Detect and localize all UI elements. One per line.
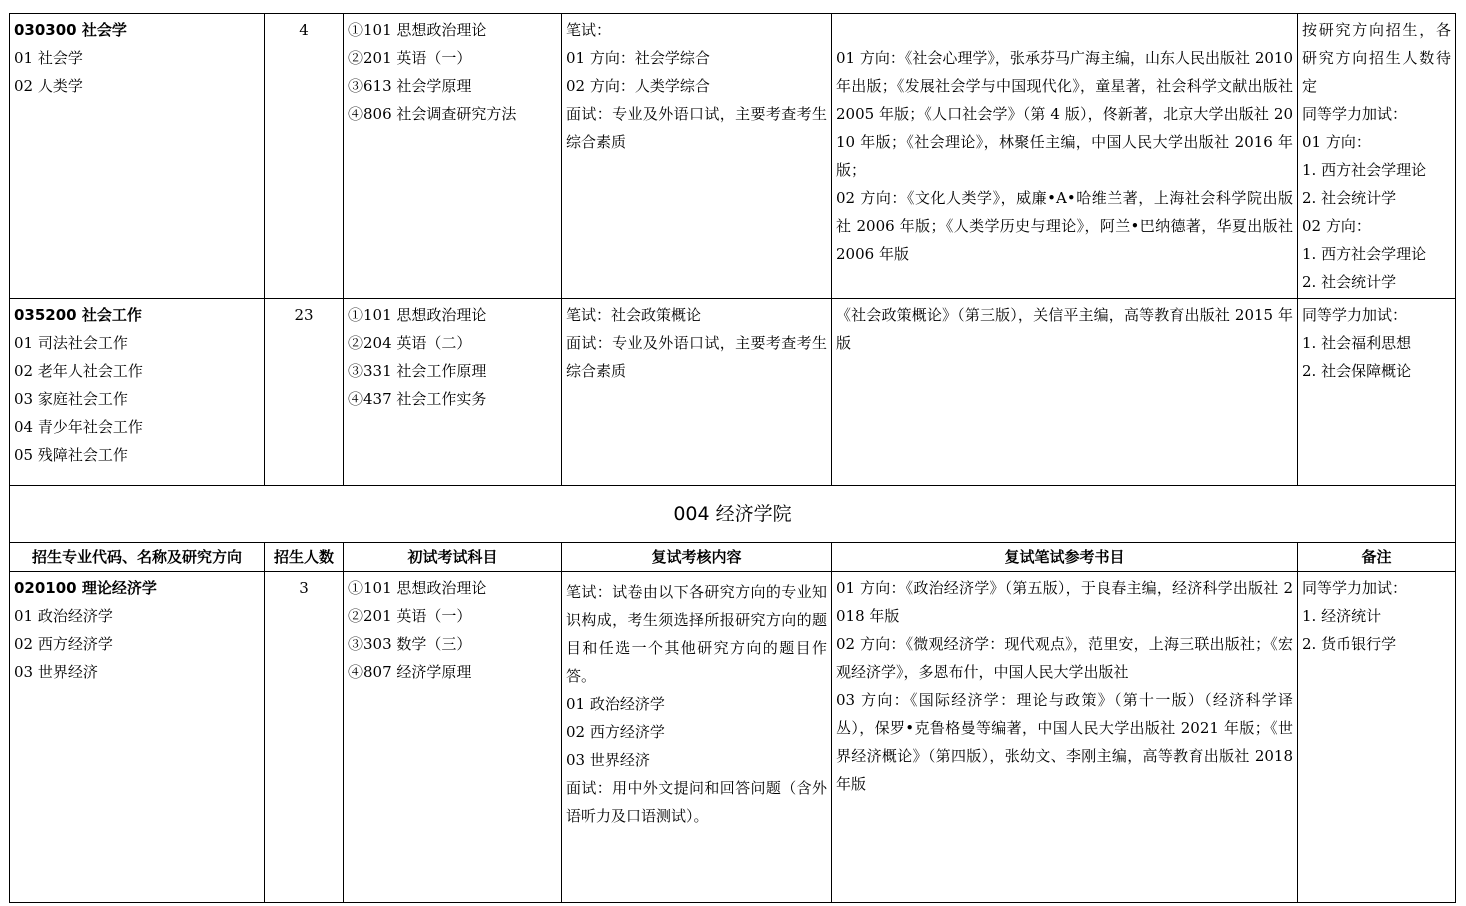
- major-title: 030300 社会学: [14, 21, 127, 39]
- note-item: 2. 货币银行学: [1302, 635, 1397, 653]
- direction-item: 01 司法社会工作: [14, 334, 128, 352]
- exam-subject: ③613 社会学原理: [348, 77, 472, 95]
- note-item: 同等学力加试：: [1302, 579, 1408, 597]
- direction-item: 02 人类学: [14, 77, 83, 95]
- retest-item: 面试：用中外文提问和回答问题（含外语听力及口语测试）。: [566, 779, 827, 825]
- direction-item: 04 青少年社会工作: [14, 418, 143, 436]
- note-item: 同等学力加试：: [1302, 306, 1408, 324]
- notes-cell: [1298, 299, 1456, 486]
- header-row: [10, 543, 1456, 572]
- retest-item: 03 世界经济: [566, 751, 650, 769]
- note-item: 2. 社会保障概论: [1302, 362, 1412, 380]
- admissions-table: [9, 13, 1456, 903]
- major-title: 035200 社会工作: [14, 306, 142, 324]
- direction-item: 01 社会学: [14, 49, 83, 67]
- note-item: 2. 社会统计学: [1302, 189, 1397, 207]
- table-row: [10, 14, 1456, 299]
- retest-content-cell: [562, 299, 832, 486]
- reference-item: 02 方向：《微观经济学：现代观点》，范里安，上海三联出版社；《宏观经济学》，多恩布什，中国人民大学出版社: [836, 635, 1293, 681]
- exam-subject: ④437 社会工作实务: [348, 390, 487, 408]
- enrollment-cell: [265, 572, 344, 903]
- retest-item: 笔试：试卷由以下各研究方向的专业知识构成，考生须选择所报研究方向的题目和任选一个其他研究方向的题目作答。: [566, 583, 827, 685]
- exam-subjects-cell: [344, 572, 562, 903]
- exam-subject: ①101 思想政治理论: [348, 579, 487, 597]
- enrollment-count: 3: [299, 579, 309, 597]
- major-cell: [10, 572, 265, 903]
- retest-item: 02 西方经济学: [566, 723, 665, 741]
- enrollment-count: 23: [294, 306, 314, 324]
- retest-content-cell: [562, 14, 832, 299]
- header-cell-exam-subjects: 初试考试科目: [344, 543, 562, 572]
- direction-item: 05 残障社会工作: [14, 446, 128, 464]
- reference-books-cell: [832, 14, 1298, 299]
- retest-item: 面试：专业及外语口试，主要考查考生综合素质: [566, 334, 827, 380]
- retest-item: 01 政治经济学: [566, 695, 665, 713]
- note-item: 同等学力加试：: [1302, 105, 1408, 123]
- direction-item: 02 老年人社会工作: [14, 362, 143, 380]
- notes-cell: [1298, 572, 1456, 903]
- retest-item: 笔试：社会政策概论: [566, 306, 702, 324]
- exam-subject: ②201 英语（一）: [348, 49, 472, 67]
- table-row: [10, 572, 1456, 903]
- exam-subject: ①101 思想政治理论: [348, 306, 487, 324]
- enrollment-count: 4: [299, 21, 309, 39]
- major-cell: [10, 14, 265, 299]
- direction-item: 03 世界经济: [14, 663, 98, 681]
- note-item: 1. 社会福利思想: [1302, 334, 1412, 352]
- retest-item: 面试：专业及外语口试，主要考查考生综合素质: [566, 105, 827, 151]
- reference-item: 《社会政策概论》（第三版），关信平主编，高等教育出版社 2015 年版: [836, 306, 1293, 352]
- exam-subject: ④807 经济学原理: [348, 663, 472, 681]
- note-item: 01 方向：: [1302, 133, 1371, 151]
- header-cell-enrollment: 招生人数: [265, 543, 344, 572]
- note-item: 02 方向：: [1302, 217, 1371, 235]
- section-row: [10, 486, 1456, 543]
- enrollment-cell: [265, 299, 344, 486]
- exam-subject: ②204 英语（二）: [348, 334, 472, 352]
- header-cell-retest-content: 复试考核内容: [562, 543, 832, 572]
- retest-item: 01 方向：社会学综合: [566, 49, 710, 67]
- direction-item: 01 政治经济学: [14, 607, 113, 625]
- retest-item: 02 方向：人类学综合: [566, 77, 710, 95]
- note-item: 1. 西方社会学理论: [1302, 245, 1427, 263]
- header-cell-major: 招生专业代码、名称及研究方向: [10, 543, 265, 572]
- direction-item: 03 家庭社会工作: [14, 390, 128, 408]
- exam-subject: ②201 英语（一）: [348, 607, 472, 625]
- exam-subject: ③331 社会工作原理: [348, 362, 487, 380]
- retest-item: 笔试：: [566, 21, 612, 39]
- exam-subjects-cell: [344, 14, 562, 299]
- section-title: 004 经济学院: [10, 486, 1456, 543]
- exam-subject: ③303 数学（三）: [348, 635, 472, 653]
- reference-item: 02 方向：《文化人类学》，威廉•A•哈维兰著，上海社会科学院出版社 2006 年版；《人类学历史与理论》，阿兰•巴纳德著，华夏出版社 2006 年版: [836, 189, 1293, 263]
- exam-subject: ④806 社会调查研究方法: [348, 105, 517, 123]
- reference-books-cell: [832, 572, 1298, 903]
- note-item: 1. 西方社会学理论: [1302, 161, 1427, 179]
- reference-books-cell: [832, 299, 1298, 486]
- major-cell: [10, 299, 265, 486]
- reference-item: 01 方向：《政治经济学》（第五版），于良春主编，经济科学出版社 2018 年版: [836, 579, 1293, 625]
- retest-content-cell: [562, 572, 832, 903]
- notes-cell: [1298, 14, 1456, 299]
- exam-subjects-cell: [344, 299, 562, 486]
- exam-subject: ①101 思想政治理论: [348, 21, 487, 39]
- table-row: [10, 299, 1456, 486]
- direction-item: 02 西方经济学: [14, 635, 113, 653]
- major-title: 020100 理论经济学: [14, 579, 157, 597]
- note-item: 1. 经济统计: [1302, 607, 1382, 625]
- note-item: 按研究方向招生，各研究方向招生人数待定: [1302, 21, 1451, 95]
- note-item: 2. 社会统计学: [1302, 273, 1397, 291]
- header-cell-notes: 备注: [1298, 543, 1456, 572]
- reference-item: 01 方向：《社会心理学》，张承芬马广海主编，山东人民出版社 2010 年出版；《发展社会学与中国现代化》，童星著，社会科学文献出版社 2005 年版；《人口社会学》（第 4 版），佟新著，北京大学出版社 2010 年版；《社会理论》，林聚任主编，中国人民大学出版社 2016 年版；: [836, 49, 1293, 179]
- header-cell-reference-books: 复试笔试参考书目: [832, 543, 1298, 572]
- reference-item: 03 方向：《国际经济学：理论与政策》（第十一版）（经济科学译丛），保罗•克鲁格曼等编著，中国人民大学出版社 2021 年版；《世界经济概论》（第四版），张幼文、李刚主编，高等教育出版社 2018 年版: [836, 691, 1293, 793]
- enrollment-cell: [265, 14, 344, 299]
